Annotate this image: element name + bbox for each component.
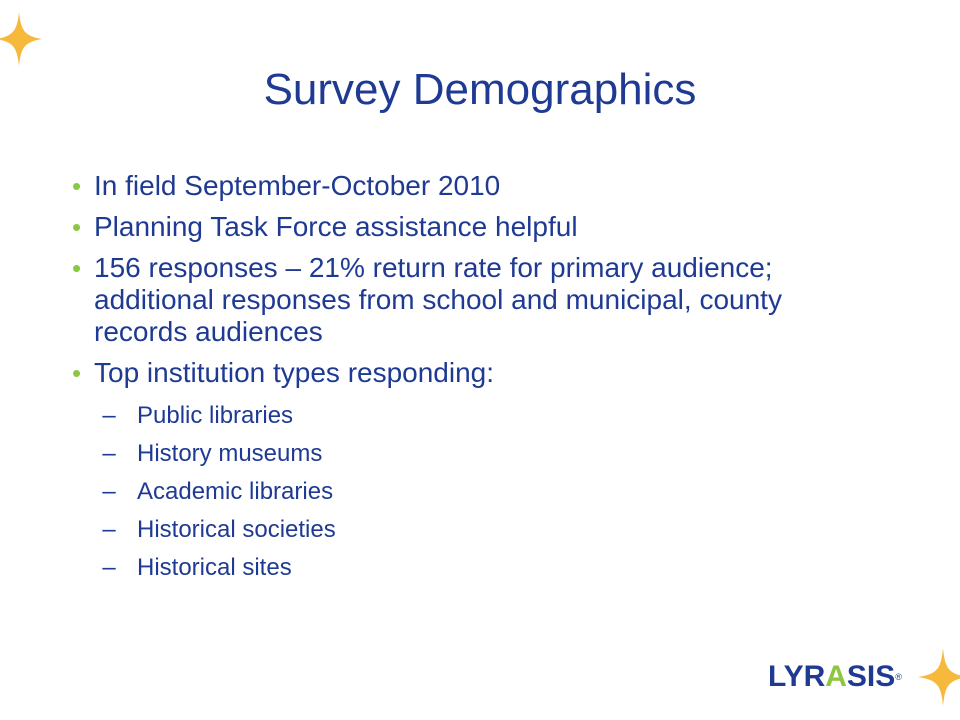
logo-text-part3: SIS <box>846 660 896 693</box>
dash-icon: – <box>102 516 116 543</box>
bullet-dot-icon: • <box>72 253 82 283</box>
sub-bullet-item <box>94 403 872 429</box>
sub-bullet-item <box>94 479 872 505</box>
logo-text-part1: LYR <box>768 660 826 693</box>
sub-bullet-text: Historical sites <box>137 554 292 581</box>
bullet-dot-icon: • <box>72 171 82 201</box>
dash-icon: – <box>102 402 116 429</box>
sub-bullet-item <box>94 555 872 581</box>
bullet-item <box>72 252 872 348</box>
bullet-text: Top institution types responding: <box>94 357 495 388</box>
bullet-item <box>72 357 872 389</box>
slide-title: Survey Demographics <box>263 65 697 114</box>
bullet-list <box>72 170 872 593</box>
bullet-text: Planning Task Force assistance helpful <box>94 211 578 242</box>
sub-bullet-item <box>94 517 872 543</box>
sub-bullet-text: Historical societies <box>137 516 336 543</box>
bullet-dot-icon: • <box>72 212 82 242</box>
bullet-item <box>72 211 872 243</box>
bullet-item <box>72 170 872 202</box>
logo-text-accent: A <box>825 660 847 693</box>
sub-bullet-container <box>72 403 872 581</box>
dash-icon: – <box>102 478 116 505</box>
sub-bullet-text: Academic libraries <box>137 478 334 505</box>
sub-bullet-text: History museums <box>137 440 323 467</box>
bullet-text: In field September-October 2010 <box>94 170 501 201</box>
star-decoration-icon <box>0 12 42 66</box>
logo-trademark: ® <box>895 672 902 682</box>
lyrasis-logo <box>768 660 908 694</box>
bullet-dot-icon: • <box>72 358 82 388</box>
sub-bullet-text: Public libraries <box>137 402 294 429</box>
sub-bullet-list <box>94 403 872 581</box>
dash-icon: – <box>102 554 116 581</box>
star-decoration-icon <box>918 648 960 706</box>
bullet-text: 156 responses – 21% return rate for primary audience; additional responses from school and municipal, county records audiences <box>94 252 782 347</box>
dash-icon: – <box>102 440 116 467</box>
sub-bullet-item <box>94 441 872 467</box>
